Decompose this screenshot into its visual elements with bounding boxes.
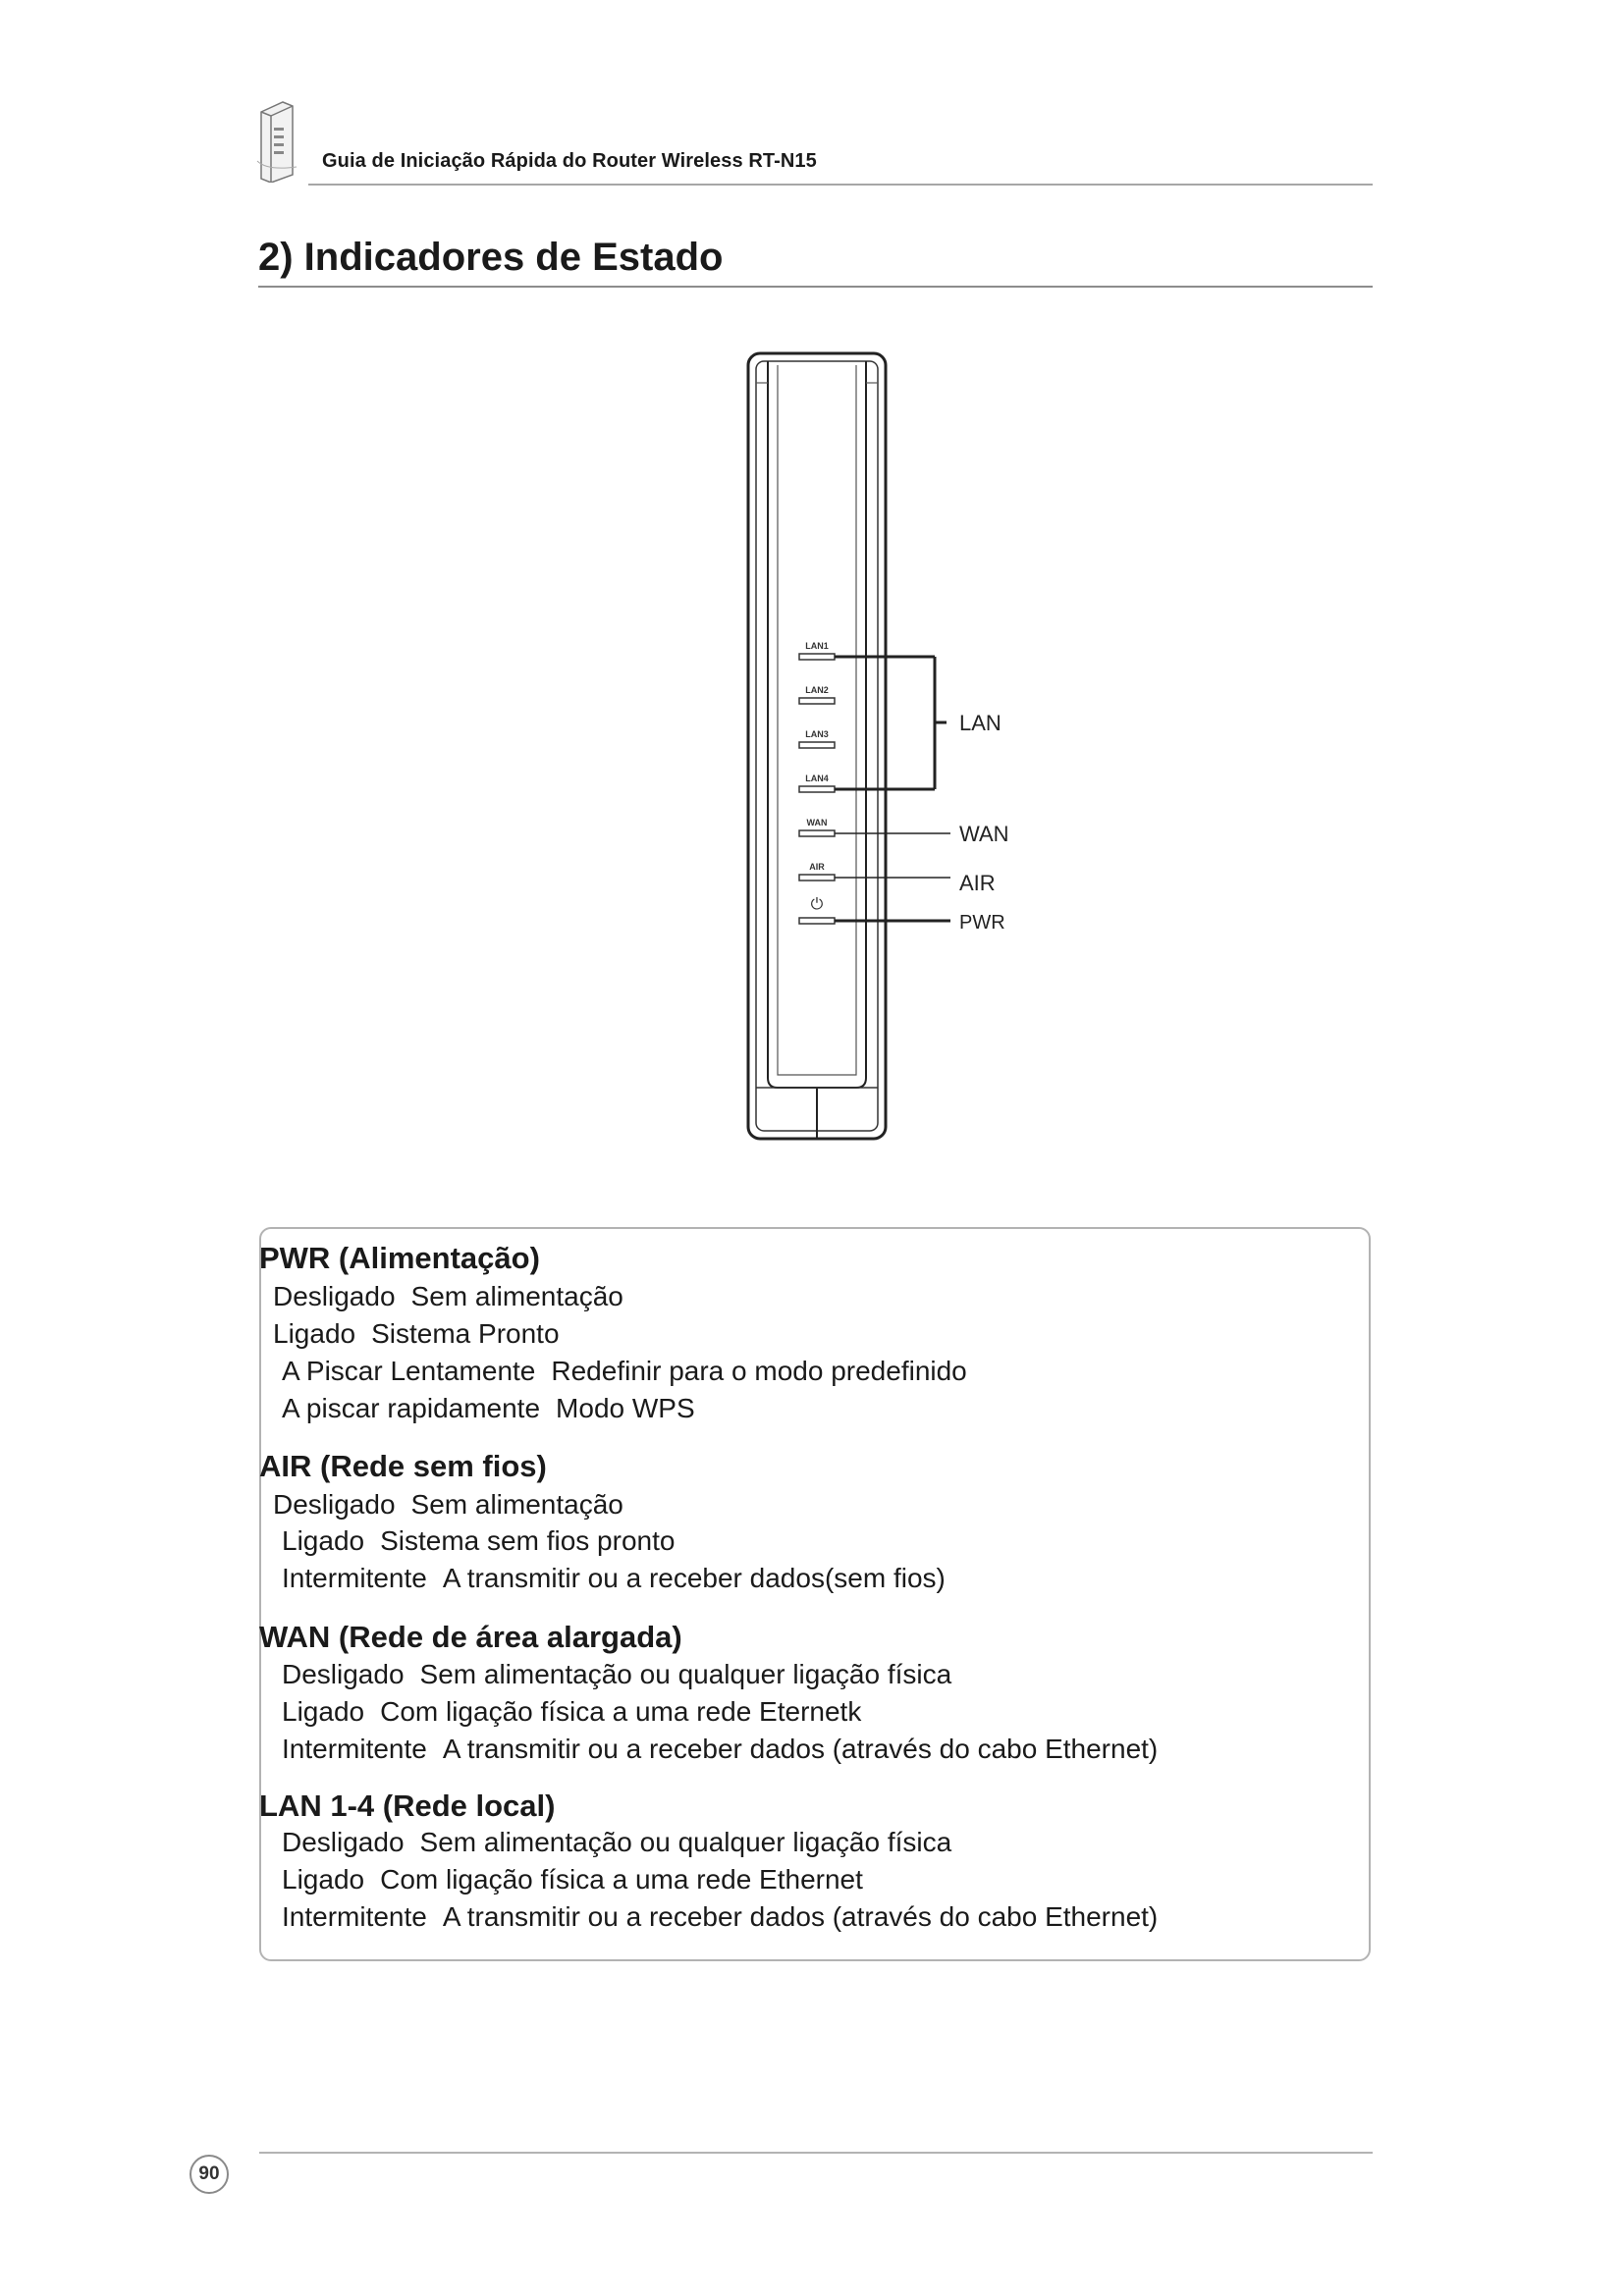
led-label-lan2: LAN2 bbox=[805, 685, 829, 695]
state-label: Intermitente bbox=[282, 1563, 427, 1593]
state-label: Ligado bbox=[282, 1696, 365, 1727]
callout-wan: WAN bbox=[959, 822, 1009, 846]
power-icon: ⏻ bbox=[810, 896, 824, 913]
air-row-off bbox=[273, 1489, 623, 1521]
state-description: Redefinir para o modo predefinido bbox=[551, 1356, 967, 1386]
led-label-air: AIR bbox=[809, 862, 825, 872]
page-number: 90 bbox=[189, 2155, 229, 2194]
state-description: Sem alimentação bbox=[410, 1489, 623, 1520]
state-label: Ligado bbox=[273, 1318, 356, 1349]
lan-group-title: LAN 1-4 (Rede local) bbox=[259, 1789, 556, 1823]
wan-group-title: WAN (Rede de área alargada) bbox=[259, 1620, 682, 1654]
router-icon bbox=[253, 98, 300, 183]
state-label: Ligado bbox=[282, 1525, 365, 1556]
page-header bbox=[253, 93, 1373, 187]
led-label-lan3: LAN3 bbox=[805, 729, 829, 739]
section-title: 2) Indicadores de Estado bbox=[258, 236, 724, 279]
air-row-blink bbox=[282, 1563, 946, 1594]
state-description: Com ligação física a uma rede Ethernet bbox=[380, 1864, 863, 1895]
state-label: Intermitente bbox=[282, 1901, 427, 1932]
footer-divider bbox=[259, 2152, 1373, 2154]
lan-row-off bbox=[282, 1827, 951, 1858]
air-row-on bbox=[282, 1525, 675, 1557]
state-description: Sem alimentação ou qualquer ligação física bbox=[419, 1659, 952, 1689]
led-label-wan: WAN bbox=[806, 818, 828, 828]
state-label: Desligado bbox=[273, 1489, 396, 1520]
state-label: Ligado bbox=[282, 1864, 365, 1895]
state-description: Sistema Pronto bbox=[371, 1318, 560, 1349]
pwr-row-on bbox=[273, 1318, 560, 1350]
state-label: Intermitente bbox=[282, 1734, 427, 1764]
wan-row-off bbox=[282, 1659, 951, 1690]
pwr-group-title: PWR (Alimentação) bbox=[259, 1241, 540, 1275]
state-description: Modo WPS bbox=[556, 1393, 695, 1423]
led-label-lan1: LAN1 bbox=[805, 641, 829, 651]
pwr-row-slow-blink bbox=[282, 1356, 967, 1387]
title-divider bbox=[258, 286, 1373, 288]
state-label: A Piscar Lentamente bbox=[282, 1356, 536, 1386]
state-description: A transmitir ou a receber dados (através do cabo Ethernet) bbox=[442, 1734, 1159, 1764]
state-label: Desligado bbox=[282, 1827, 405, 1857]
router-front-diagram bbox=[727, 344, 1041, 1148]
callout-air: AIR bbox=[959, 871, 996, 895]
lan-row-on bbox=[282, 1864, 863, 1896]
state-label: Desligado bbox=[273, 1281, 396, 1311]
header-title: Guia de Iniciação Rápida do Router Wireless RT-N15 bbox=[322, 150, 817, 172]
state-description: Com ligação física a uma rede Eternetk bbox=[380, 1696, 862, 1727]
state-description: Sistema sem fios pronto bbox=[380, 1525, 676, 1556]
callout-lan: LAN bbox=[959, 711, 1001, 735]
pwr-row-off bbox=[273, 1281, 623, 1312]
wan-row-on bbox=[282, 1696, 861, 1728]
state-label: Desligado bbox=[282, 1659, 405, 1689]
air-group-title: AIR (Rede sem fios) bbox=[259, 1449, 547, 1483]
pwr-row-fast-blink bbox=[282, 1393, 695, 1424]
led-label-lan4: LAN4 bbox=[805, 774, 829, 783]
lan-row-blink bbox=[282, 1901, 1158, 1933]
state-description: A transmitir ou a receber dados(sem fios) bbox=[442, 1563, 946, 1593]
wan-row-blink bbox=[282, 1734, 1158, 1765]
state-description: Sem alimentação bbox=[410, 1281, 623, 1311]
state-description: A transmitir ou a receber dados (através do cabo Ethernet) bbox=[442, 1901, 1159, 1932]
state-description: Sem alimentação ou qualquer ligação física bbox=[419, 1827, 952, 1857]
header-divider bbox=[308, 184, 1373, 186]
callout-pwr: PWR bbox=[959, 912, 1005, 934]
state-label: A piscar rapidamente bbox=[282, 1393, 541, 1423]
